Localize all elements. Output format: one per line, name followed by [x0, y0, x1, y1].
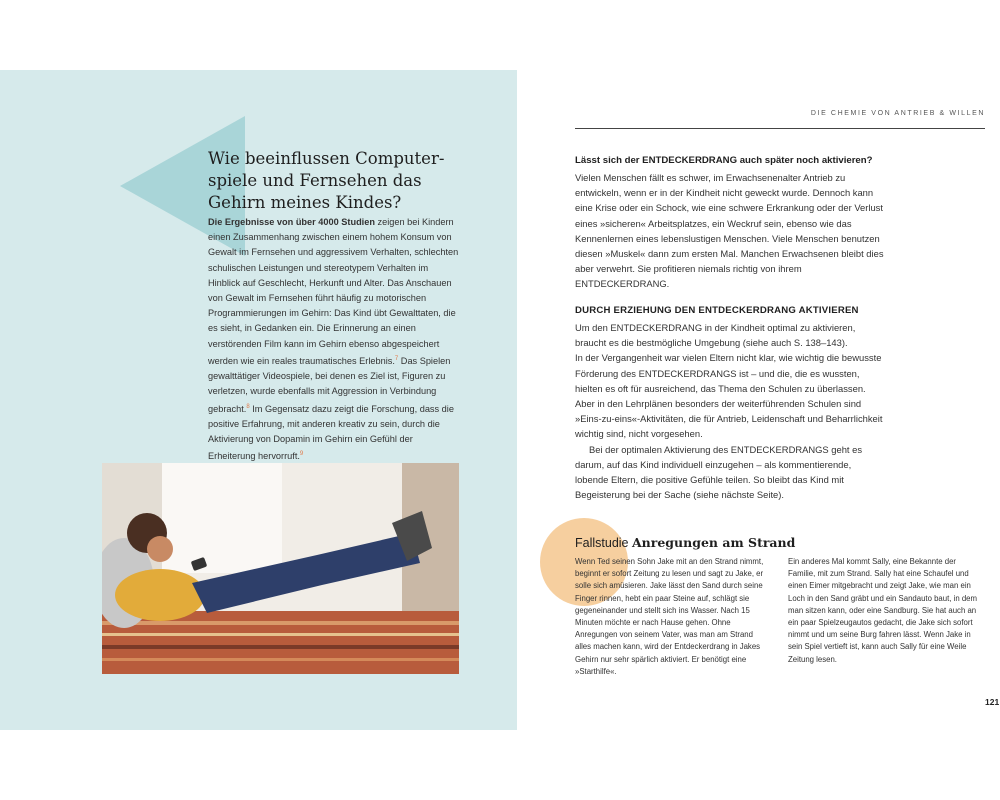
header-rule: [575, 128, 985, 129]
body-part-2: Das Spielen gewalttätiger Videospiele, bei denen es Ziel ist, Figuren zu verletzen, wurde ebenfalls mit Aggression in Verbindung gebracht.: [208, 355, 451, 414]
section-heading: DURCH ERZIEHUNG DEN ENTDECKERDRANG AKTIVIEREN: [575, 305, 859, 316]
section-paragraph: In der Vergangenheit war vielen Eltern nicht klar, wie wichtig die bewusste Förderung des ENTDECKERDRANGS ist – und die, die es wussten, hielten es oft für ausreichend, das Thema den Schulen zu überlassen. Aber in den Lehrplänen besonders der weiterführenden Schulen sind »Eins-zu-eins«-Aktivitäten, die für Antrieb, Leidenschaft und Beharrlichkeit wichtig sind, nicht vorgesehen.: [575, 352, 883, 440]
left-page-body: [208, 215, 462, 464]
body-lead: Die Ergebnisse von über 4000 Studien: [208, 217, 375, 227]
page-number: 121: [985, 697, 1000, 707]
photo-child-with-tablet: [102, 463, 459, 674]
footnote-ref-7: 7: [394, 355, 399, 362]
left-page-title: Wie beeinflussen Computer-spiele und Fernsehen das Gehirn meines Kindes?: [208, 149, 445, 212]
running-head: DIE CHEMIE VON ANTRIEB & WILLEN: [810, 110, 985, 117]
case-study-column-1: Wenn Ted seinen Sohn Jake mit an den Strand nimmt, beginnt er sofort Zeitung zu lesen und sagt zu Jake, er solle sich amüsieren. Jake lässt den Sand durch seine Finger rinnen, hebt ein paar Steine auf, schlägt sie gegeneinander und stellt sich ins Wasser. Nach 15 Minuten möchte er nach Hause gehen. Ohne Anregungen von seinem Vater, was man am Strand alles machen kann, wird der Entdeckerdrang in Jakes Gehirn nur sehr spärlich aktiviert. Er benötigt eine »Starthilfe«.: [575, 557, 764, 676]
case-study-column-2: Ein anderes Mal kommt Sally, eine Bekannte der Familie, mit zum Strand. Sally hat eine Schaufel und einen Eimer mitgebracht und zeigt Jake, wie man ein Loch in den Sand gräbt und ein Sandauto baut, in dem man sitzen kann, oder eine Sandburg. Sie hat auch an ein paar Spielzeugautos gedacht, die Jake sich sofort nimmt und um seine Burg fahren lässt. Wenn Jake in sein Spiel vertieft ist, kann auch Sally für eine Weile Zeitung lesen.: [788, 557, 978, 664]
body-part-3: Im Gegensatz dazu zeigt die Forschung, dass die positive Erfahrung, mit anderen kreativ zu sein, durch die Aktivierung von Dopamin im Gehirn ein Gefühl der Erheiterung hervorruft.: [208, 403, 454, 462]
section-body: [575, 320, 885, 502]
question-heading: Lässt sich der ENTDECKERDRANG auch später noch aktivieren?: [575, 155, 873, 166]
footnote-ref-8: 8: [246, 403, 250, 410]
case-study-title: [575, 535, 795, 550]
photo-illustration: [102, 463, 459, 674]
body-part-1: zeigen bei Kindern einen Zusammenhang zwischen einem hohem Konsum von Gewalt im Fernsehen und aggressivem Verhalten, schlechten schulischen Leistungen und stereotypem Verhalten im Hinblick auf Geschlecht, Herkunft und Alter. Das Anschauen von Gewalt im Fernsehen führt häufig zu motorischen Programmierungen im Gehirn: Das Kind übt Gewalttaten, die es sieht, in Gedanken ein. Die Erinnerung an einen verstörenden Film kann im Gehirn ebenso abgespeichert werden wie ein reales traumatisches Erlebnis.: [208, 217, 459, 366]
section-paragraph: Um den ENTDECKERDRANG in der Kindheit optimal zu aktivieren, braucht es die bestmögliche Umgebung (siehe auch S. 138–143).: [575, 322, 856, 349]
section-paragraph: Bei der optimalen Aktivierung des ENTDECKERDRANGS geht es darum, auf das Kind individuell einzugehen – als kommentierende, lobende Eltern, die positive Gefühle teilen. So bleibt das Kind mit Begeisterung bei der Sache (siehe nächste Seite).: [575, 443, 863, 501]
case-study-label: Fallstudie: [575, 536, 629, 550]
question-body: Vielen Menschen fällt es schwer, im Erwachsenenalter Antrieb zu entwickeln, wenn er in der Kindheit nicht geweckt wurde. Dennoch kann eine Krise oder ein Schock, wie eine schwere Erkrankung oder der Verlust eines »sicheren« Arbeitsplatzes, ein Weckruf sein, ebenso wie das Kennenlernen eines lebenslustigen Menschen. Viele Menschen benutzen diesen »Muskel« dann zum ersten Mal. Manchen Erwachsenen bleibt dies aber verwehrt. Sie profitieren niemals richtig von ihrem ENTDECKERDRANG.: [575, 172, 884, 290]
case-study-heading: Anregungen am Strand: [631, 535, 796, 550]
footnote-ref-9: 9: [299, 451, 304, 458]
